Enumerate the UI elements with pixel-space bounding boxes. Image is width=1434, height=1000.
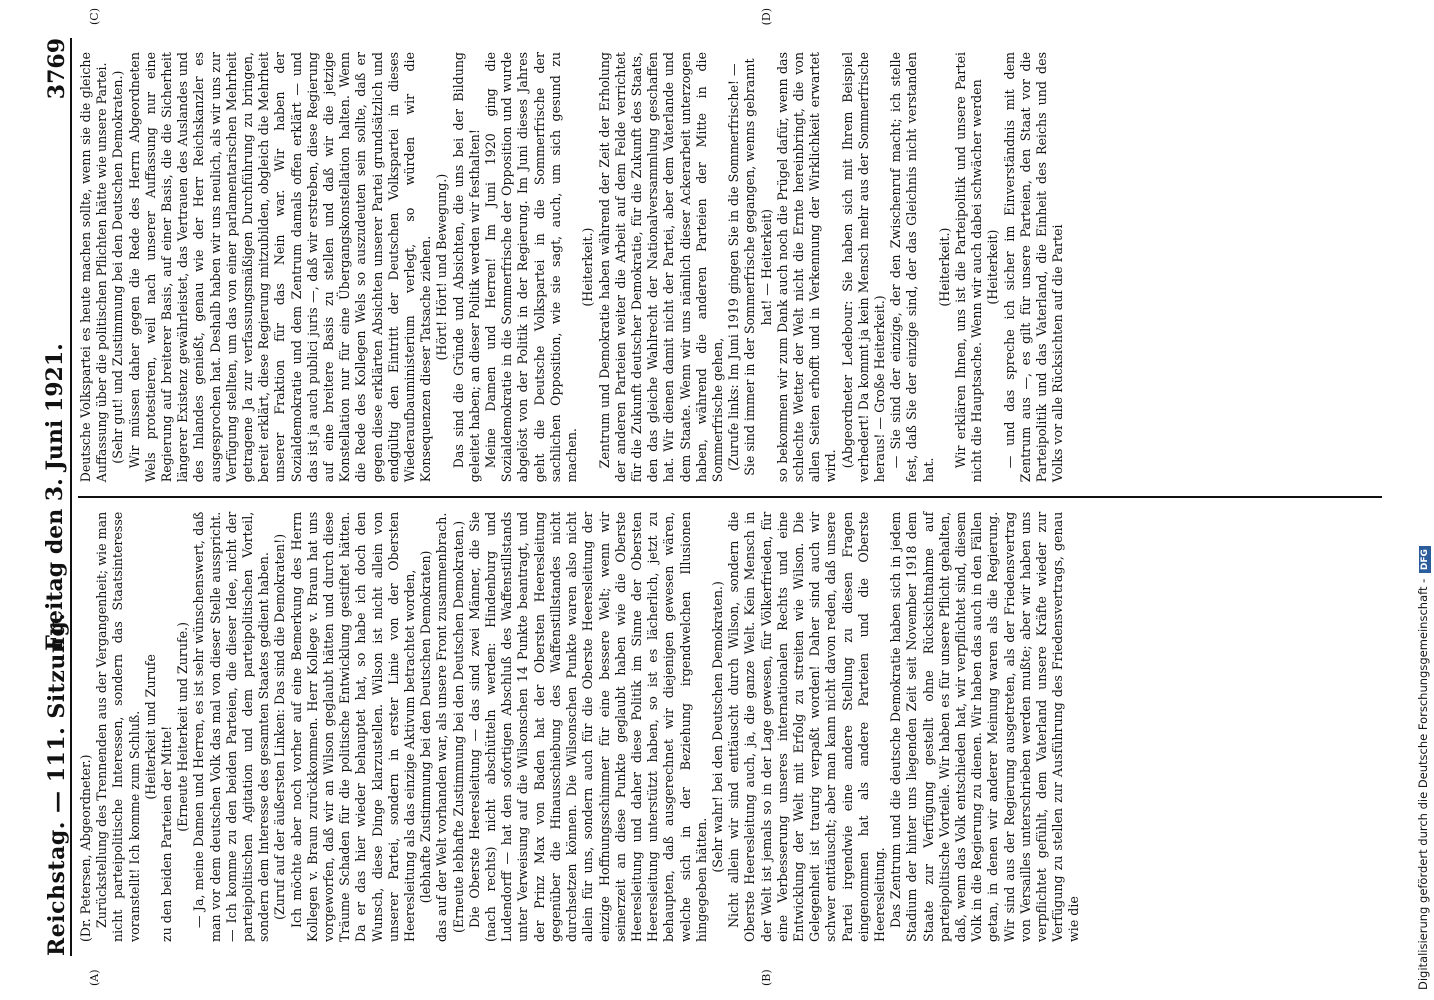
page-header — [36, 38, 72, 956]
paragraph: (Dr. Petersen, Abgeordneter.) — [78, 754, 93, 942]
paragraph: Das sind die Gründe und Absichten, die uns bei der Bildung geleitet haben; an dieser Politik werden wir festhalten! — [450, 52, 482, 483]
paragraph: — Ja, meine Damen und Herren, es ist sehr wünschenswert, daß man vor dem deutschen Volk das mal von dieser Stelle ausspricht. — Ich komme zu den beiden Parteien, die dieser Idee, nicht der parteipolitischen Agitation und dem parteipolitischen Vorteil, sondern dem Interesse des gesamten Staates gedient haben. — [191, 511, 272, 942]
header-center: Freitag den 3. Juni 1921. — [42, 343, 68, 651]
paragraph: Die Oberste Heeresleitung — das sind zwei Männer, die Sie (nach rechts) nicht abschütteln werden: Hindenburg und Ludendorff — hat den sofortigen Abschluß des Waffenstillstands unter Verweisung auf die Wilsonschen 14 Punkte beantragt, und der Prinz Max von Baden hat der Obersten Heeresleitung gegenüber die Hinausschiebung des Waffenstillstandes nicht durchsetzen können. Die Wilsonschen Punkte waren also nicht allein für uns, sondern auch für die Oberste Heeresleitung der einzige Hoffnungsschimmer für eine bessere Welt; wenn wir seinerzeit an diese Punkte geglaubt haben wie die Oberste Heeresleitung und daher diese Politik im Sinne der Obersten Heeresleitung unterstützt haben, so ist es lächerlich, jetzt zu behaupten, daß ausgerechnet wir diejenigen gewesen wären, welche sich in der Beziehung irgendwelchen Illusionen hingegeben hätten. — [466, 511, 709, 942]
paragraph: (Abgeordneter Ledebour: Sie haben sich mit Ihrem Beispiel verhedert! Da kommt ja kein Mensch mehr aus der Sommerfrische heraus! — Große Heiterkeit.) — [839, 52, 887, 483]
dfg-logo: DFG — [1419, 546, 1431, 573]
digitization-note — [1410, 10, 1432, 990]
interjection: (Zurufe links: Im Juni 1919 gingen Sie in die Sommerfrische! — Sie sind immer in der Sommerfrische gegangen, wenns gebrannt hat! — Heiterkeit) — [726, 58, 774, 476]
margin-mark-a: (A) — [88, 969, 101, 986]
interjection: (Heiterkeit) — [985, 229, 1001, 305]
paragraph: Wir erklären Ihnen, uns ist die Parteipolitik und unsere Partei nicht die Hauptsache. Wenn wir auch dabei schwächer werden — [952, 52, 985, 483]
paragraph: das auf der Welt vorhanden war, als unsere Front zusammenbrach. — [434, 512, 450, 942]
interjection: (Erneute lebhafte Zustimmung bei den Deutschen Demokraten.) — [450, 520, 466, 933]
interjection: (Heiterkeit.) — [580, 227, 596, 307]
interjection: (Hört! Hört! und Bewegung.) — [434, 173, 450, 361]
text-columns — [78, 38, 1382, 956]
margin-mark-d: (D) — [760, 8, 773, 26]
digitization-note-text: Digitalisierung gefördert durch die Deutsche Forschungsgemeinschaft - — [1416, 578, 1430, 990]
paragraph: Wir müssen daher gegen die Rede des Herrn Abgeordneten Wels protestieren, weil nach unserer Auffassung nur eine Regierung auf breiterer Basis, auf einer Basis, die die Sicherheit längerer Existenz gewährleistet, das Vertrauen des Auslandes und des Inlandes genießt, genau wie der Herr Reichskanzler es ausgesprochen hat. Deshalb haben wir uns neulich, als wir uns zur Verfügung stellten, um das von einer parlamentarischen Mehrheit getragene Ja zur verfassungsmäßigen Durchführung zu bringen, bereit erklärt, diese Regierung mitzubilden, obgleich die Mehrheit unserer Fraktion für das Nein war. Wir haben der Sozialdemokratie und dem Zentrum damals offen erklärt — und das ist ja auch publici juris —, daß wir erstreben, diese Regierung auf eine breitere Basis zu stellen und daß wir die jetzige Konstellation nur für eine Übergangskonstellation halten. Wenn die Rede des Kollegen Wels so auszudeuten sein sollte, daß er gegen diese erklärten Absichten unserer Partei grundsätzlich und endgültig den Eintritt der Deutschen Volkspartei in dieses Wiederaufbauministerium verlegt, so würden wir die Konsequenzen dieser Tatsache ziehen. — [126, 52, 434, 483]
interjection: (Erneute Heiterkeit und Zurufe.) — [175, 621, 191, 832]
paragraph: — Sie sind der einzige, der den Zwischenruf macht; ich stelle fest, daß Sie der einzige sind, der das Gleichnis nicht verstanden hat. — [888, 52, 936, 483]
margin-mark-c: (C) — [88, 8, 101, 25]
paragraph: Meine Damen und Herren! Im Juni 1920 ging die Sozialdemokratie in die Sommerfrische der Opposition und wurde abgelöst von der Politik in der Regierung. Im Juni dieses Jahres geht die Deutsche Volkspartei in die Sommerfrische der sachlichen Opposition, wie sie sagt, auch, um sich gesund zu machen. — [483, 52, 580, 483]
interjection: (Heiterkeit und Zurufe — [142, 654, 158, 800]
paragraph: Zentrum und Demokratie haben während der Zeit der Erholung der anderen Parteien weiter die Arbeit auf dem Felde verrichtet für die Zukunft deutscher Demokratie, für die Zukunft des Staats, den das gleiche Wahlrecht der Nationalversammlung geschaffen hat. Wir dienen damit nicht der Partei, aber dem Vaterlande und dem Staate. Wenn wir uns nämlich dieser Ackerarbeit unterzogen haben, während die anderen Parteien der Mitte in die Sommerfrische gehen, — [596, 52, 725, 483]
paragraph: Zurückstellung des Trennenden aus der Vergangenheit; wie man nicht parteipolitische Interessen, sondern das Staatsinteresse voranstellt! Ich komme zum Schluß. — [94, 511, 142, 942]
interjection: (Sehr wahr! bei den Deutschen Demokraten.) — [709, 581, 725, 873]
right-column — [78, 38, 1382, 496]
column-divider — [78, 496, 1382, 498]
interjection: (lebhafte Zustimmung bei den Deutschen Demokraten) — [418, 550, 434, 904]
paragraph: zu den beiden Parteien der Mitte! — [159, 725, 175, 942]
paragraph: Deutsche Volkspartei es heute machen sollte, wenn sie die gleiche Auffassung über die politischen Pflichten hätte wie unsere Partei. — [78, 52, 110, 483]
interjection: (Heiterkeit.) — [936, 227, 952, 307]
paragraph: Ich möchte aber noch vorher auf eine Bemerkung des Herrn Kollegen v. Braun zurückkommen. Herr Kollege v. Braun hat uns vorgeworfen, daß wir an Wilson geglaubt hätten und durch diese Träume Schaden für die politische Entwicklung gestiftet hätten. Da er das hier wieder behauptet hat, so habe ich doch den Wunsch, diese Dinge klarzustellen. Wilson ist nicht allein von unserer Partei, sondern in erster Linie von der Obersten Heeresleitung als das einzige Aktivum betrachtet worden, — [288, 511, 418, 942]
margin-mark-b: (B) — [760, 969, 773, 986]
paragraph: Nicht allein wir sind enttäuscht durch Wilson, sondern die Oberste Heeresleitung auch, ja, die ganze Welt. Kein Mensch in der Welt ist jemals so in der Lage gewesen, für Völkerfrieden, für eine Verbesserung unseres internationalen Rechts und eine Entwicklung der Welt mit Erfolg zu streiten wie Wilson. Die Gelegenheit ist traurig verpaßt worden! Daher sind auch wir schwer enttäuscht; aber man kann nicht davon reden, daß unsere Partei irgendwie eine andere Stellung zu diesen Fragen eingenommen hat als andere Parteien und die Oberste Heeresleitung. — [726, 511, 887, 942]
page-number: 3769 — [44, 38, 70, 100]
paragraph: Das Zentrum und die deutsche Demokratie haben sich in jedem Stadium der hinter uns liegenden Zeit seit November 1918 dem Staate zur Verfügung gestellt ohne Rücksichtnahme auf parteipolitische Vorteile. Wir haben es für unsere Pflicht gehalten, daß, wenn das Volk entschieden hat, wir verpflichtet sind, diesem Volk in die Regierung zu dienen. Wir haben das auch in den Fällen getan, in denen wir anderer Meinung waren als die Regierung. Wir sind aus der Regierung ausgetreten, als der Friedensvertrag von Versailles unterschrieben werden mußte; aber wir haben uns verpflichtet gefühlt, dem Vaterland unsere Kräfte wieder zur Verfügung zu stellen zur Ausführung des Friedensvertrags, genau wie die — [888, 511, 1082, 942]
paragraph: — und das spreche ich sicher im Einverständnis mit dem Zentrum aus —, es gilt für unsere Parteien, den Staat vor die Parteipolitik und das Vaterland, die Einheit des Reichs und des Volks vor alle Rücksichten auf die Partei — [1001, 52, 1066, 483]
paragraph: so bekommen wir zum Dank auch noch die Prügel dafür, wenn das schlechte Wetter der Welt nicht die Ernte hereinbringt, die von allen Seiten erhofft und in Verkennung der Wirklichkeit erwartet wird. — [774, 52, 839, 483]
interjection: (Sehr gut! und Zustimmung bei den Deutschen Demokraten.) — [110, 70, 126, 464]
left-column — [78, 498, 1382, 956]
interjection: (Zuruf auf der äußersten Linken: Das sind die Demokraten!) — [272, 533, 288, 920]
header-left: Reichstag. — 111. Sitzung. — [44, 612, 70, 956]
